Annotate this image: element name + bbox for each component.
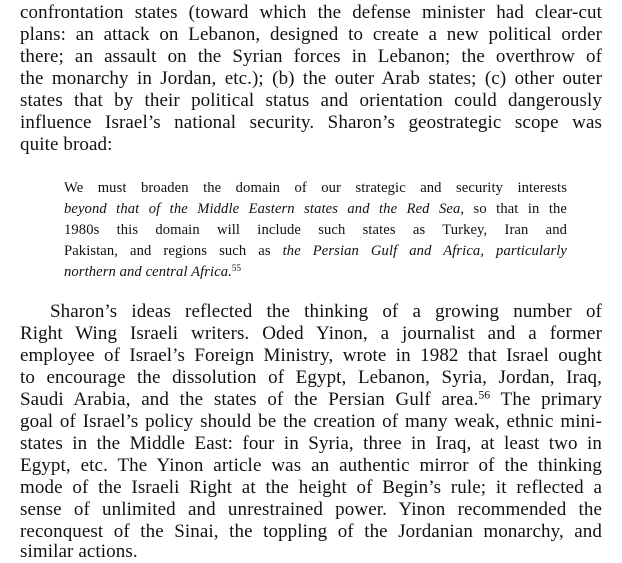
text-line: goal of Israel’s policy should be the creation of many weak, ethnic mini- [20,411,602,432]
text-line: Sharon’s ideas reflected the thinking of a growing number of [50,301,602,322]
quote-line [64,241,567,261]
quote-emphasis: the Persian Gulf and Africa, particularly [282,243,567,259]
text-line: employee of Israel’s Foreign Ministry, wrote in 1982 that Israel ought [20,345,602,366]
text-line: Egypt, etc. The Yinon article was an authentic mirror of the thinking [20,455,602,476]
text-segment: Saudi Arabia, and the states of the Persian Gulf area. [20,389,479,410]
quote-line [64,199,567,219]
text-line: to encourage the dissolution of Egypt, Lebanon, Syria, Jordan, Iraq, [20,367,602,388]
text-line: the monarchy in Jordan, etc.); (b) the outer Arab states; (c) other outer [20,68,602,89]
quote-emphasis: northern and central Africa. [64,264,232,280]
footnote-reference: 56 [478,388,491,402]
text-line [20,389,602,411]
text-line: there; an assault on the Syrian forces in Lebanon; the overthrow of [20,46,602,67]
text-line: influence Israel’s national security. Sharon’s geostrategic scope was [20,112,602,133]
text-line: states that by their political status and orientation could dangerously [20,90,602,111]
text-line: Right Wing Israeli writers. Oded Yinon, a journalist and a former [20,323,602,344]
text-line: mode of the Israeli Right at the height of Begin’s rule; it reflected a [20,477,602,498]
text-line: sense of unlimited and unrestrained power. Yinon recommended the [20,499,602,520]
quote-text: We must broaden the domain of our strategic and security interests [64,180,567,196]
text-line: reconquest of the Sinai, the toppling of the Jordanian monarchy, and [20,521,602,542]
quote-text: so that in the [464,201,567,217]
text-line: similar actions. [20,541,138,562]
text-segment: The primary [490,389,602,410]
text-line: states in the Middle East: four in Syria, three in Iraq, at least two in [20,433,602,454]
quote-text: Pakistan, and regions such as [64,243,283,259]
quote-line [64,220,567,240]
quote-line [64,262,241,282]
text-line: confrontation states (toward which the defense minister had clear-cut [20,2,602,23]
footnote-reference: 55 [231,263,242,274]
text-line: plans: an attack on Lebanon, designed to create a new political order [20,24,602,45]
quote-emphasis: beyond that of the Middle Eastern states and the Red Sea, [64,201,465,217]
text-line: quite broad: [20,134,113,155]
quote-text: 1980s this domain will include such states as Turkey, Iran and [64,222,567,238]
quote-line [64,178,567,198]
